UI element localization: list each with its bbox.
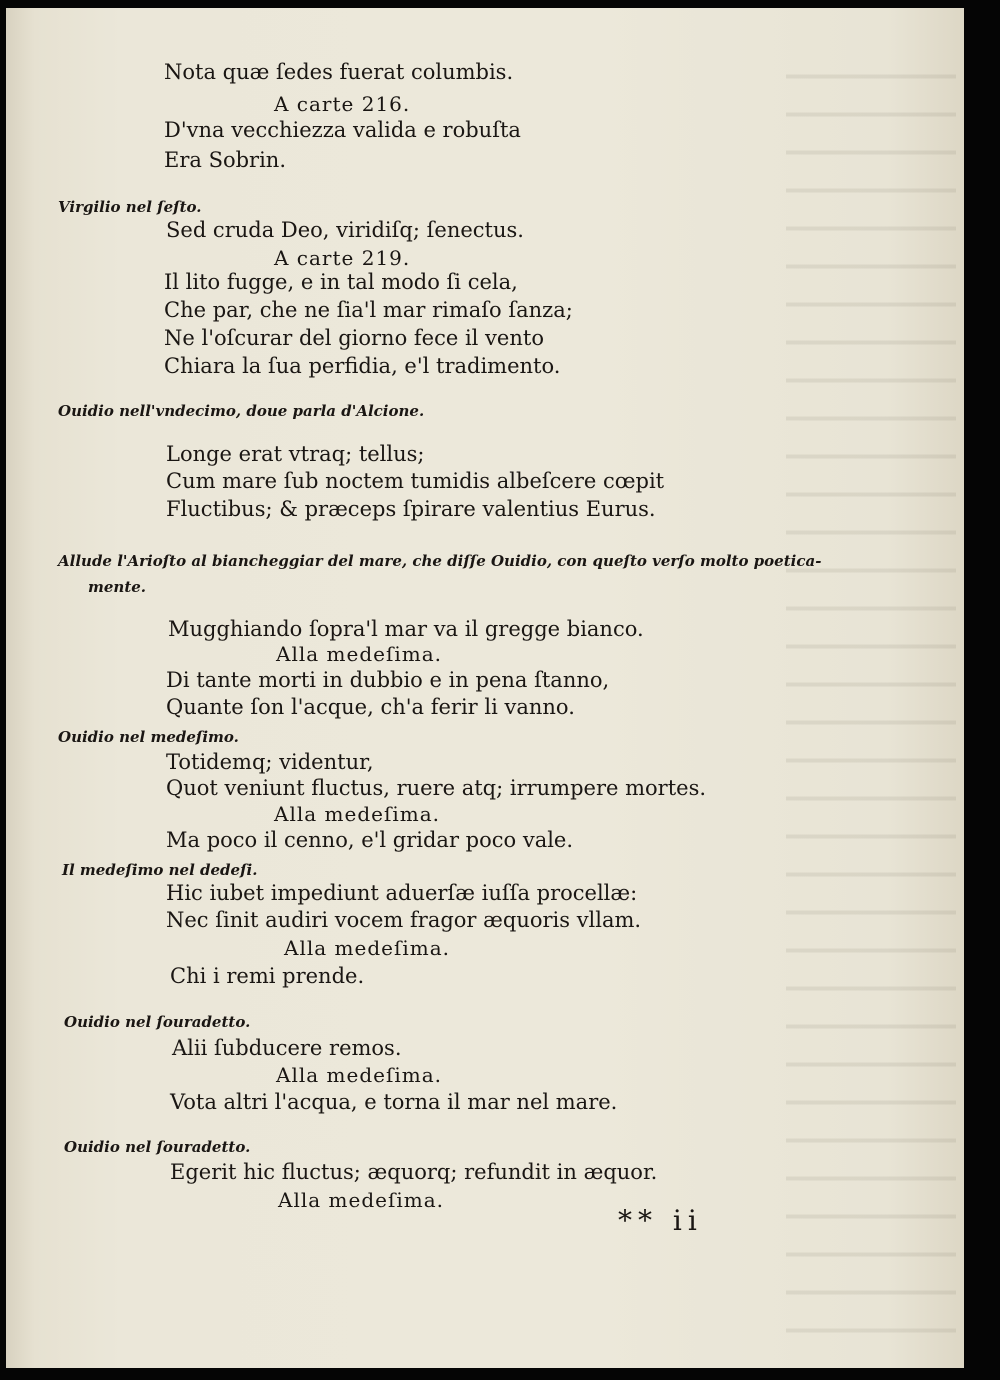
- source-note: Allude l'Arioſto al biancheggiar del mare, che diſſe Ouidio, con queſto verſo molto poetica-: [58, 552, 822, 570]
- source-note: Il medeſimo nel dedeſi.: [62, 861, 258, 879]
- verse-line: Egerit hic fluctus; æquorq; refundit in æquor.: [170, 1160, 658, 1184]
- page-reference: Alla medeſima.: [276, 642, 443, 666]
- verse-line: Ne l'oſcurar del giorno fece il vento: [164, 326, 544, 350]
- show-through-text: [786, 48, 956, 1348]
- source-note: Ouidio nel ſouradetto.: [64, 1138, 251, 1156]
- verse-line: Quante ſon l'acque, ch'a ferir li vanno.: [166, 695, 575, 719]
- verse-line: Di tante morti in dubbio e in pena ſtanno,: [166, 668, 610, 692]
- source-note: Virgilio nel ſeſto.: [58, 198, 202, 216]
- source-note: Ouidio nel ſouradetto.: [64, 1013, 251, 1031]
- source-note: Ouidio nell'vndecimo, doue parla d'Alcione.: [58, 402, 425, 420]
- page-reference: A carte 219.: [274, 246, 411, 270]
- verse-line: Cum mare ſub noctem tumidis albeſcere cœpit: [166, 469, 665, 493]
- verse-line: Chiara la ſua perfidia, e'l tradimento.: [164, 354, 561, 378]
- verse-line: Chi i remi prende.: [170, 964, 365, 988]
- signature-mark: ** ii: [618, 1204, 703, 1237]
- verse-line: Hic iubet impediunt aduerſæ iuſſa procellæ:: [166, 881, 638, 905]
- verse-line: Nec ſinit audiri vocem fragor æquoris vllam.: [166, 908, 642, 932]
- verse-line: Sed cruda Deo, viridiſq; ſenectus.: [166, 218, 524, 242]
- verse-line: Longe erat vtraq; tellus;: [166, 442, 425, 466]
- page-reference: Alla medeſima.: [274, 802, 441, 826]
- verse-line: Fluctibus; & præceps ſpirare valentius Eurus.: [166, 497, 656, 521]
- page-reference: Alla medeſima.: [276, 1063, 443, 1087]
- verse-line: Che par, che ne ſia'l mar rimaſo ſanza;: [164, 298, 573, 322]
- verse-line: Il lito fugge, e in tal modo ſi cela,: [164, 270, 518, 294]
- verse-line: Totidemq; videntur,: [166, 750, 374, 774]
- verse-line: Era Sobrin.: [164, 148, 286, 172]
- book-page: [6, 8, 964, 1368]
- verse-line: Quot veniunt fluctus, ruere atq; irrumpere mortes.: [166, 776, 707, 800]
- page-reference: A carte 216.: [274, 92, 411, 116]
- verse-line: Vota altri l'acqua, e torna il mar nel mare.: [170, 1090, 618, 1114]
- verse-line: D'vna vecchiezza valida e robuſta: [164, 118, 521, 142]
- verse-line: Mugghiando ſopra'l mar va il gregge bianco.: [168, 617, 644, 641]
- verse-line: Ma poco il cenno, e'l gridar poco vale.: [166, 828, 574, 852]
- source-note: Ouidio nel medeſimo.: [58, 728, 239, 746]
- source-note-continuation: mente.: [88, 578, 147, 596]
- page-reference: Alla medeſima.: [284, 936, 451, 960]
- verse-line: Nota quæ ſedes fuerat columbis.: [164, 60, 514, 84]
- page-reference: Alla medeſima.: [278, 1188, 445, 1212]
- verse-line: Alii ſubducere remos.: [172, 1036, 402, 1060]
